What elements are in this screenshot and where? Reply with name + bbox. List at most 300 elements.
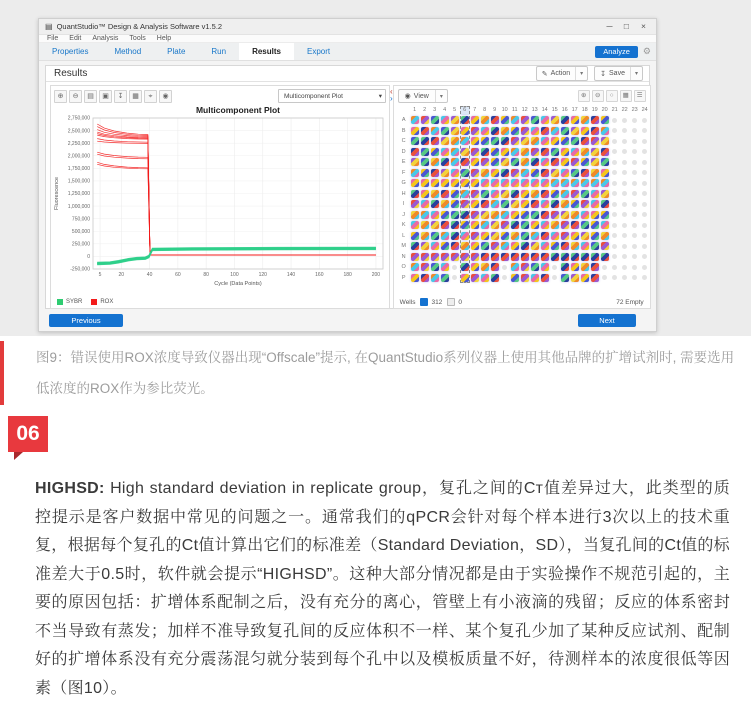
well-C9[interactable]	[490, 136, 500, 147]
well-N11[interactable]	[510, 252, 520, 263]
well-E19[interactable]	[590, 157, 600, 168]
plate-col-header-3[interactable]: 3	[433, 107, 437, 113]
plate-row-header-G[interactable]: G	[401, 180, 406, 186]
well-O7[interactable]	[470, 262, 480, 273]
menu-file[interactable]: File	[47, 35, 59, 42]
well-L7[interactable]	[470, 231, 480, 242]
well-P23[interactable]	[630, 273, 640, 284]
well-K5[interactable]	[450, 220, 460, 231]
well-M4[interactable]	[440, 241, 450, 252]
well-H21[interactable]	[610, 189, 620, 200]
well-I9[interactable]	[490, 199, 500, 210]
well-A4[interactable]	[440, 115, 450, 126]
well-B18[interactable]	[580, 126, 590, 137]
well-N6[interactable]	[460, 252, 470, 263]
well-O9[interactable]	[490, 262, 500, 273]
well-O1[interactable]	[410, 262, 420, 273]
well-F17[interactable]	[570, 168, 580, 179]
well-E7[interactable]	[470, 157, 480, 168]
well-I17[interactable]	[570, 199, 580, 210]
well-I2[interactable]	[420, 199, 430, 210]
well-G6[interactable]	[460, 178, 470, 189]
next-button[interactable]: Next	[578, 314, 636, 327]
well-M7[interactable]	[470, 241, 480, 252]
well-M21[interactable]	[610, 241, 620, 252]
plate-row-header-E[interactable]: E	[401, 159, 406, 165]
well-L8[interactable]	[480, 231, 490, 242]
plate-row-header-I[interactable]: I	[402, 201, 405, 207]
well-M5[interactable]	[450, 241, 460, 252]
well-M1[interactable]	[410, 241, 420, 252]
well-I3[interactable]	[430, 199, 440, 210]
well-F14[interactable]	[540, 168, 550, 179]
well-B4[interactable]	[440, 126, 450, 137]
well-O5[interactable]	[450, 262, 460, 273]
well-B13[interactable]	[530, 126, 540, 137]
well-N4[interactable]	[440, 252, 450, 263]
well-D9[interactable]	[490, 147, 500, 158]
well-O21[interactable]	[610, 262, 620, 273]
grid-view-icon[interactable]: ▦	[620, 90, 632, 102]
well-E11[interactable]	[510, 157, 520, 168]
well-L16[interactable]	[560, 231, 570, 242]
menu-edit[interactable]: Edit	[69, 35, 82, 42]
well-P6[interactable]	[460, 273, 470, 284]
well-E5[interactable]	[450, 157, 460, 168]
well-A13[interactable]	[530, 115, 540, 126]
plate-row-header-F[interactable]: F	[401, 169, 406, 176]
well-F8[interactable]	[480, 168, 490, 179]
plate-col-header-23[interactable]: 23	[631, 107, 638, 113]
grid-settings-icon[interactable]: ▦	[129, 90, 142, 103]
well-A1[interactable]	[410, 115, 420, 126]
well-D23[interactable]	[630, 147, 640, 158]
well-F22[interactable]	[620, 168, 630, 179]
well-J3[interactable]	[430, 210, 440, 221]
well-K16[interactable]	[560, 220, 570, 231]
well-L12[interactable]	[520, 231, 530, 242]
plate-col-header-10[interactable]: 10	[501, 107, 508, 113]
well-P16[interactable]	[560, 273, 570, 284]
well-K1[interactable]	[410, 220, 420, 231]
well-L9[interactable]	[490, 231, 500, 242]
well-O23[interactable]	[630, 262, 640, 273]
well-H23[interactable]	[630, 189, 640, 200]
well-J6[interactable]	[460, 210, 470, 221]
zoom-in-icon[interactable]: ⊕	[578, 90, 590, 102]
well-G21[interactable]	[610, 178, 620, 189]
well-N2[interactable]	[420, 252, 430, 263]
well-D24[interactable]	[640, 147, 650, 158]
well-M24[interactable]	[640, 241, 650, 252]
well-K18[interactable]	[580, 220, 590, 231]
plate-col-header-4[interactable]: 4	[443, 107, 447, 113]
well-L10[interactable]	[500, 231, 510, 242]
well-G5[interactable]	[450, 178, 460, 189]
maximize-icon[interactable]: □	[623, 21, 630, 31]
plate-row-header-B[interactable]: B	[401, 127, 406, 134]
well-A19[interactable]	[590, 115, 600, 126]
well-D12[interactable]	[520, 147, 530, 158]
well-K24[interactable]	[640, 220, 650, 231]
well-L21[interactable]	[610, 231, 620, 242]
well-P18[interactable]	[580, 273, 590, 284]
well-D2[interactable]	[420, 147, 430, 158]
well-C20[interactable]	[600, 136, 610, 147]
zoom-in-icon[interactable]: ⊕	[54, 90, 67, 103]
well-N12[interactable]	[520, 252, 530, 263]
action-caret-icon[interactable]: ▾	[575, 67, 587, 80]
well-O4[interactable]	[440, 262, 450, 273]
well-I13[interactable]	[530, 199, 540, 210]
well-D7[interactable]	[470, 147, 480, 158]
well-B2[interactable]	[420, 126, 430, 137]
well-I22[interactable]	[620, 199, 630, 210]
well-L4[interactable]	[440, 231, 450, 242]
well-B17[interactable]	[570, 126, 580, 137]
well-H14[interactable]	[540, 189, 550, 200]
well-M8[interactable]	[480, 241, 490, 252]
well-H1[interactable]	[410, 189, 420, 200]
well-D19[interactable]	[590, 147, 600, 158]
well-A22[interactable]	[620, 115, 630, 126]
well-G13[interactable]	[530, 178, 540, 189]
well-O6[interactable]	[460, 262, 470, 273]
well-O19[interactable]	[590, 262, 600, 273]
plate-row-header-N[interactable]: N	[401, 253, 406, 260]
well-M17[interactable]	[570, 241, 580, 252]
well-P22[interactable]	[620, 273, 630, 284]
view-caret-icon[interactable]: ▾	[435, 90, 447, 102]
well-J16[interactable]	[560, 210, 570, 221]
well-O15[interactable]	[550, 262, 560, 273]
well-C13[interactable]	[530, 136, 540, 147]
well-L3[interactable]	[430, 231, 440, 242]
well-P14[interactable]	[540, 273, 550, 284]
well-G10[interactable]	[500, 178, 510, 189]
well-N16[interactable]	[560, 252, 570, 263]
tab-export[interactable]: Export	[306, 47, 331, 56]
well-J1[interactable]	[410, 210, 420, 221]
well-M10[interactable]	[500, 241, 510, 252]
collapse-left-icon[interactable]: ‹	[390, 87, 393, 96]
tab-plate[interactable]: Plate	[167, 47, 186, 56]
well-C5[interactable]	[450, 136, 460, 147]
well-I8[interactable]	[480, 199, 490, 210]
well-P10[interactable]	[500, 273, 510, 284]
tab-properties[interactable]: Properties	[52, 47, 89, 56]
well-E8[interactable]	[480, 157, 490, 168]
well-A3[interactable]	[430, 115, 440, 126]
well-C24[interactable]	[640, 136, 650, 147]
analyze-button[interactable]: Analyze	[595, 46, 638, 58]
well-B3[interactable]	[430, 126, 440, 137]
well-N24[interactable]	[640, 252, 650, 263]
menu-analysis[interactable]: Analysis	[92, 35, 119, 42]
well-I24[interactable]	[640, 199, 650, 210]
well-F20[interactable]	[600, 168, 610, 179]
well-J4[interactable]	[440, 210, 450, 221]
well-B14[interactable]	[540, 126, 550, 137]
well-F19[interactable]	[590, 168, 600, 179]
well-J22[interactable]	[620, 210, 630, 221]
well-P5[interactable]	[450, 273, 460, 284]
well-J18[interactable]	[580, 210, 590, 221]
well-M19[interactable]	[590, 241, 600, 252]
well-E4[interactable]	[440, 157, 450, 168]
well-C16[interactable]	[560, 136, 570, 147]
well-K11[interactable]	[510, 220, 520, 231]
well-P13[interactable]	[530, 273, 540, 284]
well-G19[interactable]	[590, 178, 600, 189]
well-N20[interactable]	[600, 252, 610, 263]
well-P12[interactable]	[520, 273, 530, 284]
well-F23[interactable]	[630, 168, 640, 179]
well-J13[interactable]	[530, 210, 540, 221]
crosshair-icon[interactable]: ⌖	[144, 90, 157, 103]
well-E24[interactable]	[640, 157, 650, 168]
well-L5[interactable]	[450, 231, 460, 242]
well-H16[interactable]	[560, 189, 570, 200]
well-C8[interactable]	[480, 136, 490, 147]
well-E15[interactable]	[550, 157, 560, 168]
well-N19[interactable]	[590, 252, 600, 263]
well-L20[interactable]	[600, 231, 610, 242]
well-I21[interactable]	[610, 199, 620, 210]
plate-col-header-6[interactable]: 6	[460, 106, 470, 115]
well-G8[interactable]	[480, 178, 490, 189]
well-A5[interactable]	[450, 115, 460, 126]
save-image-icon[interactable]: ↧	[114, 90, 127, 103]
well-A20[interactable]	[600, 115, 610, 126]
well-E22[interactable]	[620, 157, 630, 168]
well-E14[interactable]	[540, 157, 550, 168]
well-M11[interactable]	[510, 241, 520, 252]
well-C14[interactable]	[540, 136, 550, 147]
well-J5[interactable]	[450, 210, 460, 221]
well-D14[interactable]	[540, 147, 550, 158]
well-C15[interactable]	[550, 136, 560, 147]
well-G23[interactable]	[630, 178, 640, 189]
well-H9[interactable]	[490, 189, 500, 200]
well-H19[interactable]	[590, 189, 600, 200]
well-I11[interactable]	[510, 199, 520, 210]
well-G15[interactable]	[550, 178, 560, 189]
tab-results[interactable]: Results	[239, 43, 294, 60]
well-I23[interactable]	[630, 199, 640, 210]
well-P2[interactable]	[420, 273, 430, 284]
well-E6[interactable]	[460, 157, 470, 168]
well-E13[interactable]	[530, 157, 540, 168]
well-H12[interactable]	[520, 189, 530, 200]
well-F18[interactable]	[580, 168, 590, 179]
well-D18[interactable]	[580, 147, 590, 158]
well-M22[interactable]	[620, 241, 630, 252]
well-K14[interactable]	[540, 220, 550, 231]
well-M6[interactable]	[460, 241, 470, 252]
well-I1[interactable]	[410, 199, 420, 210]
well-P7[interactable]	[470, 273, 480, 284]
well-H15[interactable]	[550, 189, 560, 200]
well-K8[interactable]	[480, 220, 490, 231]
list-view-icon[interactable]: ☰	[634, 90, 646, 102]
well-J21[interactable]	[610, 210, 620, 221]
well-F6[interactable]	[460, 168, 470, 179]
well-A24[interactable]	[640, 115, 650, 126]
plate-col-header-13[interactable]: 13	[531, 107, 538, 113]
well-A10[interactable]	[500, 115, 510, 126]
well-J14[interactable]	[540, 210, 550, 221]
well-P21[interactable]	[610, 273, 620, 284]
well-O12[interactable]	[520, 262, 530, 273]
well-H5[interactable]	[450, 189, 460, 200]
well-B21[interactable]	[610, 126, 620, 137]
well-G24[interactable]	[640, 178, 650, 189]
plate-col-header-9[interactable]: 9	[493, 107, 497, 113]
well-I6[interactable]	[460, 199, 470, 210]
well-C4[interactable]	[440, 136, 450, 147]
well-K7[interactable]	[470, 220, 480, 231]
well-L15[interactable]	[550, 231, 560, 242]
well-O18[interactable]	[580, 262, 590, 273]
well-A12[interactable]	[520, 115, 530, 126]
eye-icon[interactable]: ◉	[159, 90, 172, 103]
well-B24[interactable]	[640, 126, 650, 137]
well-J15[interactable]	[550, 210, 560, 221]
well-I4[interactable]	[440, 199, 450, 210]
well-B12[interactable]	[520, 126, 530, 137]
plate-row-header-P[interactable]: P	[401, 274, 406, 281]
plate-row-header-A[interactable]: A	[401, 117, 406, 123]
well-K9[interactable]	[490, 220, 500, 231]
plate-col-header-19[interactable]: 19	[591, 107, 598, 113]
well-N1[interactable]	[410, 252, 420, 263]
print-icon[interactable]: ▤	[84, 90, 97, 103]
well-A7[interactable]	[470, 115, 480, 126]
well-H10[interactable]	[500, 189, 510, 200]
well-K17[interactable]	[570, 220, 580, 231]
copy-icon[interactable]: ▣	[99, 90, 112, 103]
well-J2[interactable]	[420, 210, 430, 221]
well-A17[interactable]	[570, 115, 580, 126]
well-J9[interactable]	[490, 210, 500, 221]
plate-col-header-12[interactable]: 12	[521, 107, 528, 113]
plate-row-header-O[interactable]: O	[401, 264, 406, 270]
well-J11[interactable]	[510, 210, 520, 221]
well-D15[interactable]	[550, 147, 560, 158]
well-K12[interactable]	[520, 220, 530, 231]
well-G7[interactable]	[470, 178, 480, 189]
well-L24[interactable]	[640, 231, 650, 242]
well-N13[interactable]	[530, 252, 540, 263]
save-button[interactable]	[594, 66, 643, 81]
well-I10[interactable]	[500, 199, 510, 210]
well-E17[interactable]	[570, 157, 580, 168]
well-G20[interactable]	[600, 178, 610, 189]
well-P19[interactable]	[590, 273, 600, 284]
well-G18[interactable]	[580, 178, 590, 189]
well-E21[interactable]	[610, 157, 620, 168]
well-F9[interactable]	[490, 168, 500, 179]
plate-col-header-17[interactable]: 17	[571, 107, 578, 113]
well-L18[interactable]	[580, 231, 590, 242]
well-M13[interactable]	[530, 241, 540, 252]
well-L1[interactable]	[410, 231, 420, 242]
well-A8[interactable]	[480, 115, 490, 126]
well-F10[interactable]	[500, 168, 510, 179]
well-E18[interactable]	[580, 157, 590, 168]
well-A21[interactable]	[610, 115, 620, 126]
well-E10[interactable]	[500, 157, 510, 168]
plate-row-header-H[interactable]: H	[401, 190, 406, 197]
well-I16[interactable]	[560, 199, 570, 210]
well-O10[interactable]	[500, 262, 510, 273]
well-L2[interactable]	[420, 231, 430, 242]
well-J24[interactable]	[640, 210, 650, 221]
well-H2[interactable]	[420, 189, 430, 200]
well-C11[interactable]	[510, 136, 520, 147]
well-H6[interactable]	[460, 189, 470, 200]
well-F7[interactable]	[470, 168, 480, 179]
well-E1[interactable]	[410, 157, 420, 168]
well-I7[interactable]	[470, 199, 480, 210]
well-C23[interactable]	[630, 136, 640, 147]
well-N10[interactable]	[500, 252, 510, 263]
well-M16[interactable]	[560, 241, 570, 252]
well-H8[interactable]	[480, 189, 490, 200]
well-L23[interactable]	[630, 231, 640, 242]
well-C22[interactable]	[620, 136, 630, 147]
plate-col-header-15[interactable]: 15	[551, 107, 558, 113]
plate-col-header-5[interactable]: 5	[453, 107, 457, 113]
well-O11[interactable]	[510, 262, 520, 273]
well-H20[interactable]	[600, 189, 610, 200]
well-B7[interactable]	[470, 126, 480, 137]
well-A14[interactable]	[540, 115, 550, 126]
well-M15[interactable]	[550, 241, 560, 252]
well-N9[interactable]	[490, 252, 500, 263]
well-C19[interactable]	[590, 136, 600, 147]
well-B5[interactable]	[450, 126, 460, 137]
well-K2[interactable]	[420, 220, 430, 231]
view-button[interactable]	[398, 89, 448, 103]
plate-col-header-11[interactable]: 11	[511, 107, 518, 113]
well-D22[interactable]	[620, 147, 630, 158]
well-A16[interactable]	[560, 115, 570, 126]
well-D8[interactable]	[480, 147, 490, 158]
well-P4[interactable]	[440, 273, 450, 284]
well-G14[interactable]	[540, 178, 550, 189]
well-D6[interactable]	[460, 147, 470, 158]
menu-help[interactable]: Help	[156, 35, 172, 42]
well-C12[interactable]	[520, 136, 530, 147]
action-button[interactable]	[536, 66, 588, 81]
well-O13[interactable]	[530, 262, 540, 273]
well-L11[interactable]	[510, 231, 520, 242]
well-E3[interactable]	[430, 157, 440, 168]
well-G17[interactable]	[570, 178, 580, 189]
well-K21[interactable]	[610, 220, 620, 231]
well-D3[interactable]	[430, 147, 440, 158]
well-C6[interactable]	[460, 136, 470, 147]
well-C7[interactable]	[470, 136, 480, 147]
well-I20[interactable]	[600, 199, 610, 210]
well-G12[interactable]	[520, 178, 530, 189]
well-H13[interactable]	[530, 189, 540, 200]
well-M23[interactable]	[630, 241, 640, 252]
well-C10[interactable]	[500, 136, 510, 147]
well-D1[interactable]	[410, 147, 420, 158]
